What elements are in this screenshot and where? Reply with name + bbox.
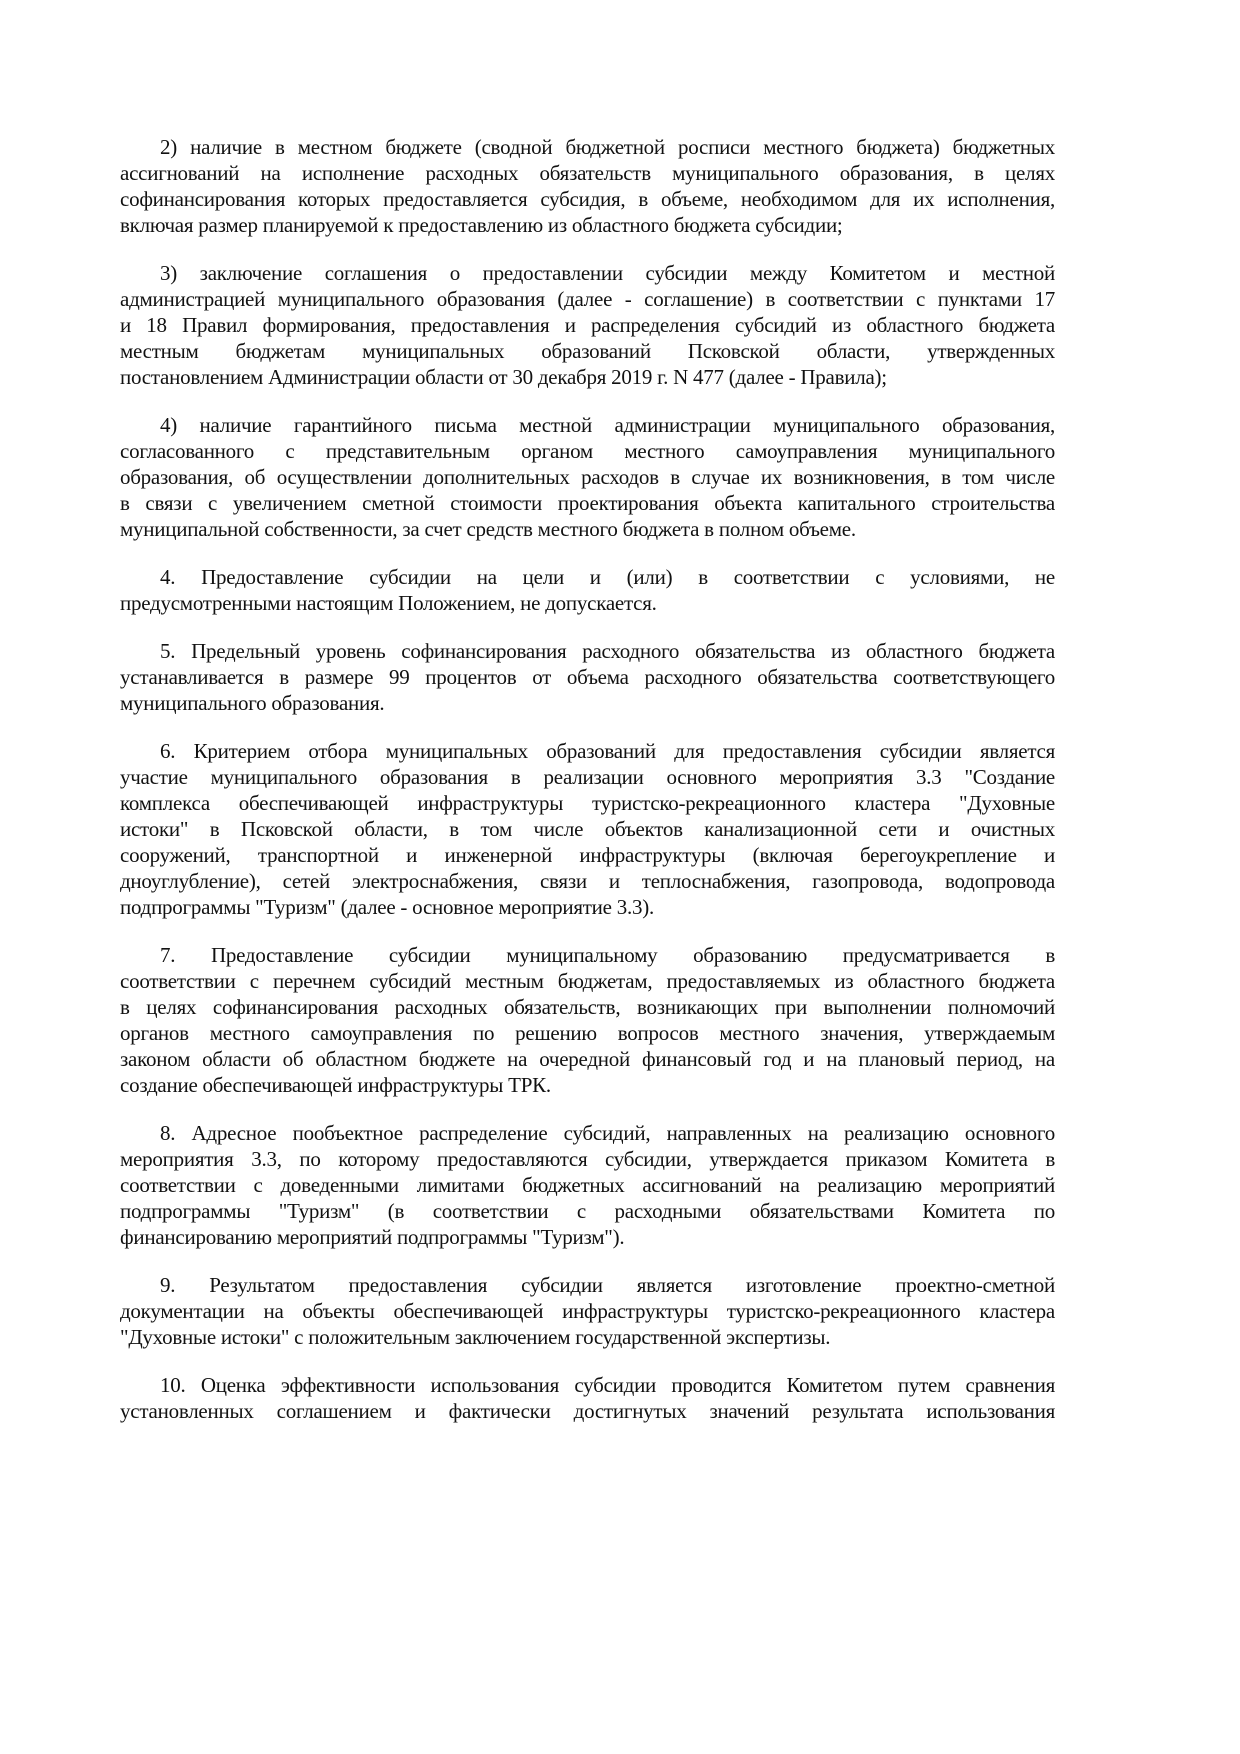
text-line: 9. Результатом предоставления субсидии является изготовление проектно-сметной (160, 1273, 1055, 1297)
paragraph (120, 1372, 1055, 1424)
text-line: комплекса обеспечивающей инфраструктуры туристско-рекреационного кластера "Духовные (120, 791, 1055, 815)
paragraph (120, 260, 1055, 390)
text-line: 5. Предельный уровень софинансирования расходного обязательства из областного бюджета (160, 639, 1055, 663)
text-line: 6. Критерием отбора муниципальных образований для предоставления субсидии является (160, 739, 1055, 763)
text-line: 10. Оценка эффективности использования субсидии проводится Комитетом путем сравнения (160, 1373, 1055, 1397)
paragraph (120, 412, 1055, 542)
text-line: соответствии с перечнем субсидий местным бюджетам, предоставляемых из областного бюджета (120, 969, 1055, 993)
text-line: законом области об областном бюджете на очередной финансовый год и на плановый период, на (120, 1047, 1055, 1071)
text-line: финансированию мероприятий подпрограммы "Туризм"). (120, 1225, 625, 1249)
text-line: дноуглубление), сетей электроснабжения, связи и теплоснабжения, газопровода, водопровода (120, 869, 1055, 893)
text-line: муниципальной собственности, за счет средств местного бюджета в полном объеме. (120, 517, 856, 541)
text-line: образования, об осуществлении дополнительных расходов в случае их возникновения, в том числе (120, 465, 1055, 489)
text-line: согласованного с представительным органом местного самоуправления муниципального (120, 439, 1055, 463)
text-line: ассигнований на исполнение расходных обязательств муниципального образования, в целях (120, 161, 1055, 185)
text-line: софинансирования которых предоставляется субсидия, в объеме, необходимом для их исполнения, (120, 187, 1055, 211)
text-line: участие муниципального образования в реализации основного мероприятия 3.3 "Создание (120, 765, 1055, 789)
text-line: 3) заключение соглашения о предоставлении субсидии между Комитетом и местной (160, 261, 1055, 285)
text-line: соответствии с доведенными лимитами бюджетных ассигнований на реализацию мероприятий (120, 1173, 1055, 1197)
paragraph (120, 1272, 1055, 1350)
text-line: документации на объекты обеспечивающей инфраструктуры туристско-рекреационного кластера (120, 1299, 1055, 1323)
text-line: предусмотренными настоящим Положением, не допускается. (120, 591, 657, 615)
text-line: устанавливается в размере 99 процентов от объема расходного обязательства соответствующего (120, 665, 1055, 689)
text-line: "Духовные истоки" с положительным заключением государственной экспертизы. (120, 1325, 831, 1349)
text-line: подпрограммы "Туризм" (в соответствии с расходными обязательствами Комитета по (120, 1199, 1055, 1223)
text-line: включая размер планируемой к предоставлению из областного бюджета субсидии; (120, 213, 843, 237)
text-line: муниципального образования. (120, 691, 385, 715)
text-line: в целях софинансирования расходных обязательств, возникающих при выполнении полномочий (120, 995, 1055, 1019)
text-line: органов местного самоуправления по решению вопросов местного значения, утверждаемым (120, 1021, 1055, 1045)
text-line: администрацией муниципального образования (далее - соглашение) в соответствии с пунктами 17 (120, 287, 1055, 311)
text-line: сооружений, транспортной и инженерной инфраструктуры (включая берегоукрепление и (120, 843, 1055, 867)
text-line: создание обеспечивающей инфраструктуры ТРК. (120, 1073, 551, 1097)
text-line: истоки" в Псковской области, в том числе объектов канализационной сети и очистных (120, 817, 1055, 841)
text-line: 8. Адресное пообъектное распределение субсидий, направленных на реализацию основного (160, 1121, 1055, 1145)
paragraph (120, 134, 1055, 238)
text-line: и 18 Правил формирования, предоставления и распределения субсидий из областного бюджета (120, 313, 1055, 337)
text-line: постановлением Администрации области от 30 декабря 2019 г. N 477 (далее - Правила); (120, 365, 887, 389)
paragraph (120, 564, 1055, 616)
text-line: 4. Предоставление субсидии на цели и (или) в соответствии с условиями, не (160, 565, 1055, 589)
paragraph (120, 638, 1055, 716)
text-line: 4) наличие гарантийного письма местной администрации муниципального образования, (160, 413, 1055, 437)
paragraph (120, 942, 1055, 1098)
text-line: в связи с увеличением сметной стоимости проектирования объекта капитального строительства (120, 491, 1055, 515)
document-page (120, 134, 1055, 1446)
paragraph (120, 738, 1055, 920)
text-line: местным бюджетам муниципальных образований Псковской области, утвержденных (120, 339, 1055, 363)
text-line: 2) наличие в местном бюджете (сводной бюджетной росписи местного бюджета) бюджетных (160, 135, 1055, 159)
text-line: 7. Предоставление субсидии муниципальному образованию предусматривается в (160, 943, 1055, 967)
text-line: установленных соглашением и фактически достигнутых значений результата использования (120, 1399, 1055, 1423)
paragraph (120, 1120, 1055, 1250)
text-line: подпрограммы "Туризм" (далее - основное мероприятие 3.3). (120, 895, 654, 919)
text-line: мероприятия 3.3, по которому предоставляются субсидии, утверждается приказом Комитета в (120, 1147, 1055, 1171)
